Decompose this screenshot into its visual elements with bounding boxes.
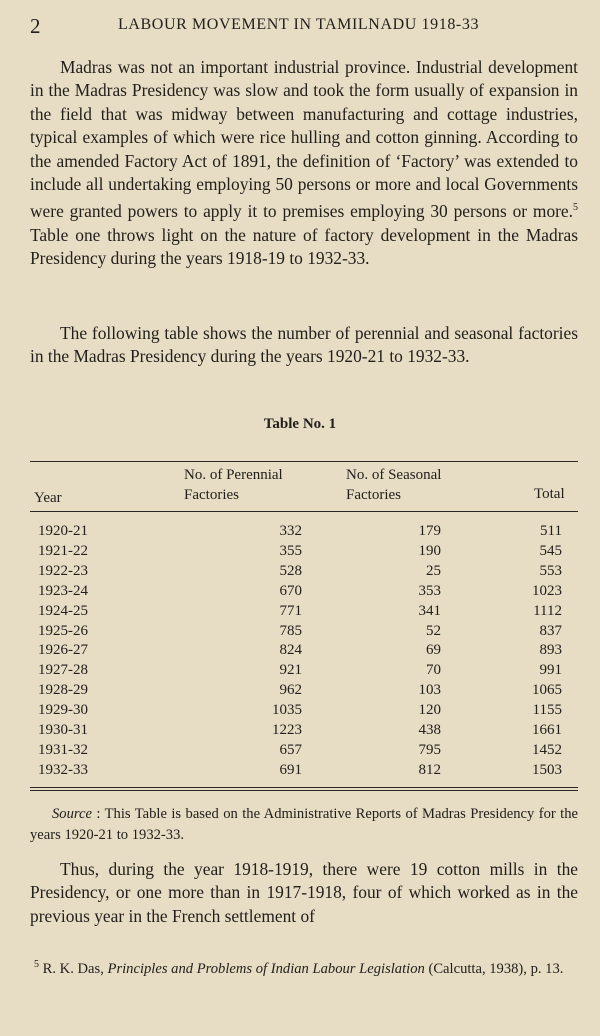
cell-year: 1932-33 bbox=[38, 761, 88, 778]
table-row bbox=[30, 762, 578, 782]
running-head: LABOUR MOVEMENT IN TAMILNADU 1918-33 bbox=[118, 16, 480, 33]
cell-perennial: 785 bbox=[279, 622, 302, 639]
table-row bbox=[30, 583, 578, 603]
footnote-marker: 5 bbox=[34, 959, 39, 970]
paragraph-1 bbox=[30, 56, 578, 270]
cell-total: 1065 bbox=[532, 682, 562, 699]
cell-seasonal: 70 bbox=[426, 662, 441, 679]
table-title: Table No. 1 bbox=[263, 416, 337, 432]
cell-seasonal: 120 bbox=[418, 702, 441, 719]
cell-perennial: 657 bbox=[279, 741, 302, 758]
cell-perennial: 1223 bbox=[272, 722, 302, 738]
table-row bbox=[30, 523, 578, 543]
cell-seasonal: 103 bbox=[418, 682, 441, 699]
paragraph-1-tail: Table one throws light on the nature of factory development in the Madras Presidency during the years 1918-19 to 1932-33. bbox=[30, 224, 578, 269]
cell-total: 1452 bbox=[532, 741, 562, 758]
cell-seasonal: 190 bbox=[418, 542, 441, 559]
cell-total: 893 bbox=[539, 642, 562, 659]
footnote-title: Principles and Problems of Indian Labour Legislation bbox=[107, 960, 425, 977]
cell-seasonal: 795 bbox=[418, 741, 441, 758]
table-row bbox=[30, 603, 578, 623]
cell-total: 1112 bbox=[533, 602, 562, 619]
cell-total: 991 bbox=[539, 662, 562, 679]
cell-seasonal: 52 bbox=[426, 622, 441, 639]
cell-year: 1923-24 bbox=[38, 582, 88, 599]
cell-year: 1930-31 bbox=[38, 722, 88, 738]
cell-perennial: 528 bbox=[279, 562, 302, 579]
cell-seasonal: 812 bbox=[418, 761, 441, 778]
cell-total: 1661 bbox=[532, 722, 562, 738]
paragraph-3: Thus, during the year 1918-1919, there were 19 cotton mills in the Presidency, or one more than in 1917-1918, four of which worked as in the previous year in the French settlement of bbox=[30, 859, 578, 926]
source-label: Source bbox=[52, 806, 92, 822]
cell-year: 1925-26 bbox=[38, 622, 88, 639]
table-row bbox=[30, 722, 578, 742]
cell-seasonal: 341 bbox=[418, 602, 441, 619]
paragraph-1-text: Madras was not an important industrial province. Industrial development in the Madras Presidency was slow and took the form usually of expansion in the field that was midway between manufacturing and cottage industries, typical examples of which were rice hulling and cotton ginning. According to the amended Factory Act of 1891, the definition of ‘Factory’ was extended to include all undertaking employing 50 persons or more and local Governments were granted powers to apply it to premises employing 30 persons or more. bbox=[30, 57, 578, 222]
cell-total: 511 bbox=[540, 523, 562, 539]
cell-perennial: 962 bbox=[279, 682, 302, 699]
header-perennial: No. of Perennial Factories bbox=[184, 467, 283, 503]
cell-seasonal: 25 bbox=[426, 562, 441, 579]
header-seasonal: No. of Seasonal Factories bbox=[346, 467, 442, 503]
cell-total: 1155 bbox=[532, 702, 562, 719]
footnote bbox=[34, 954, 580, 980]
footnote-ref: 5 bbox=[573, 202, 578, 214]
cell-perennial: 691 bbox=[279, 761, 302, 778]
cell-year: 1931-32 bbox=[38, 741, 88, 758]
cell-year: 1927-28 bbox=[38, 662, 88, 679]
table-row bbox=[30, 543, 578, 563]
table-row bbox=[30, 662, 578, 682]
cell-total: 1503 bbox=[532, 761, 562, 778]
table-row bbox=[30, 742, 578, 762]
source-text: : This Table is based on the Administrative Reports of Madras Presidency for the years 1920-21 to 1932-33. bbox=[30, 806, 578, 843]
table-bottom-rule bbox=[30, 787, 578, 788]
cell-perennial: 824 bbox=[279, 642, 302, 659]
table-row bbox=[30, 642, 578, 662]
cell-perennial: 355 bbox=[279, 542, 302, 559]
cell-year: 1922-23 bbox=[38, 562, 88, 579]
cell-seasonal: 69 bbox=[426, 642, 441, 659]
cell-seasonal: 353 bbox=[418, 582, 441, 599]
cell-total: 1023 bbox=[532, 582, 562, 599]
cell-perennial: 332 bbox=[279, 523, 302, 539]
header-year: Year bbox=[34, 490, 62, 506]
table-row bbox=[30, 623, 578, 643]
cell-perennial: 670 bbox=[279, 582, 302, 599]
table-bottom-rule-2 bbox=[30, 790, 578, 791]
page-number: 2 bbox=[30, 14, 41, 38]
cell-year: 1928-29 bbox=[38, 682, 88, 699]
cell-seasonal: 179 bbox=[418, 523, 441, 539]
cell-year: 1921-22 bbox=[38, 542, 88, 559]
table-top-rule bbox=[30, 461, 578, 462]
table-header-rule bbox=[30, 511, 578, 512]
cell-perennial: 921 bbox=[279, 662, 302, 679]
cell-perennial: 771 bbox=[279, 602, 302, 619]
cell-year: 1924-25 bbox=[38, 602, 88, 619]
paragraph-2: The following table shows the number of perennial and seasonal factories in the Madras Presidency during the years 1920-21 to 1932-33. bbox=[30, 323, 578, 367]
cell-year: 1926-27 bbox=[38, 642, 88, 659]
footnote-rest: (Calcutta, 1938), p. 13. bbox=[424, 960, 564, 977]
header-total: Total bbox=[534, 486, 565, 502]
table-row bbox=[30, 563, 578, 583]
table-source-note bbox=[30, 804, 578, 846]
cell-total: 545 bbox=[539, 542, 562, 559]
cell-seasonal: 438 bbox=[418, 722, 441, 738]
cell-year: 1929-30 bbox=[38, 702, 88, 719]
cell-year: 1920-21 bbox=[38, 523, 88, 539]
table-row bbox=[30, 682, 578, 702]
cell-perennial: 1035 bbox=[272, 702, 302, 719]
cell-total: 837 bbox=[539, 622, 562, 639]
footnote-author: R. K. Das, bbox=[42, 960, 108, 977]
table-row bbox=[30, 702, 578, 722]
page-header bbox=[30, 14, 570, 38]
cell-total: 553 bbox=[539, 562, 562, 579]
